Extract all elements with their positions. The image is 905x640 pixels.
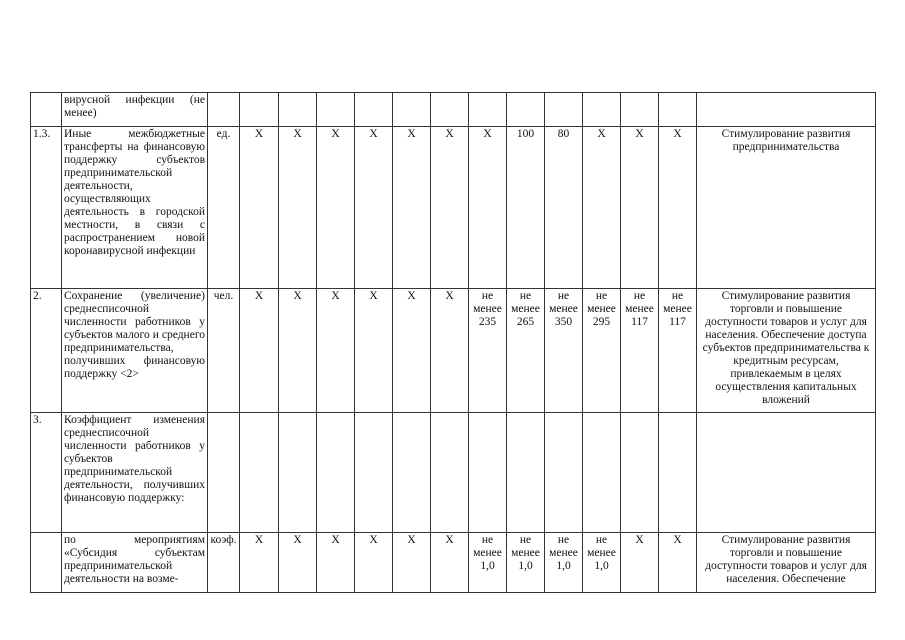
value-cell xyxy=(393,93,431,127)
value-cell: не менее 265 xyxy=(507,289,545,413)
value-cell: X xyxy=(431,127,469,289)
note-cell xyxy=(697,413,876,533)
unit-cell xyxy=(208,93,240,127)
value-cell xyxy=(621,413,659,533)
value-cell: X xyxy=(659,533,697,593)
value-cell: X xyxy=(240,533,279,593)
row-number-cell xyxy=(31,93,62,127)
value-cell xyxy=(659,413,697,533)
value-cell xyxy=(279,93,317,127)
value-cell xyxy=(279,413,317,533)
value-cell: X xyxy=(279,127,317,289)
value-cell xyxy=(431,413,469,533)
value-cell: не менее 1,0 xyxy=(507,533,545,593)
table-row xyxy=(31,93,876,127)
value-cell: не менее 235 xyxy=(469,289,507,413)
value-cell: не менее 1,0 xyxy=(469,533,507,593)
value-cell xyxy=(317,413,355,533)
value-cell xyxy=(583,413,621,533)
value-cell xyxy=(583,93,621,127)
value-cell: X xyxy=(355,533,393,593)
value-cell: X xyxy=(317,533,355,593)
value-cell: X xyxy=(431,289,469,413)
unit-cell: коэф. xyxy=(208,533,240,593)
row-number-cell xyxy=(31,533,62,593)
indicator-name-cell: вирусной инфекции (не менее) xyxy=(62,93,208,127)
note-cell xyxy=(697,93,876,127)
indicator-name-cell: Иные межбюджетные трансферты на финансовую поддержку субъектов предпринимательской деятельности, осуществляющих деятельность в городской местности, в связи с распространением новой коронавирусной инфекции xyxy=(62,127,208,289)
unit-cell xyxy=(208,413,240,533)
row-number-cell: 3. xyxy=(31,413,62,533)
value-cell: X xyxy=(317,289,355,413)
value-cell xyxy=(355,413,393,533)
value-cell: X xyxy=(659,127,697,289)
value-cell: 100 xyxy=(507,127,545,289)
value-cell: X xyxy=(355,289,393,413)
value-cell xyxy=(621,93,659,127)
value-cell xyxy=(545,413,583,533)
value-cell: X xyxy=(279,533,317,593)
row-number-cell: 1.3. xyxy=(31,127,62,289)
value-cell: не менее 350 xyxy=(545,289,583,413)
indicator-name-cell: Сохранение (увеличение) среднесписочной численности работников у субъектов малого и среднего предпринимательства, получивших финансовую поддержку <2> xyxy=(62,289,208,413)
value-cell xyxy=(545,93,583,127)
table-row xyxy=(31,127,876,289)
indicators-table xyxy=(30,92,876,593)
value-cell xyxy=(659,93,697,127)
value-cell xyxy=(431,93,469,127)
value-cell: X xyxy=(240,127,279,289)
value-cell: X xyxy=(355,127,393,289)
value-cell: не менее 1,0 xyxy=(545,533,583,593)
value-cell: X xyxy=(279,289,317,413)
unit-cell: чел. xyxy=(208,289,240,413)
value-cell: 80 xyxy=(545,127,583,289)
value-cell: не менее 295 xyxy=(583,289,621,413)
indicator-name-cell: по мероприятиям «Субсидия субъектам предпринимательской деятельности на возме- xyxy=(62,533,208,593)
value-cell: не менее 1,0 xyxy=(583,533,621,593)
value-cell xyxy=(393,413,431,533)
value-cell: не менее 117 xyxy=(621,289,659,413)
table-row xyxy=(31,533,876,593)
value-cell: X xyxy=(240,289,279,413)
value-cell xyxy=(240,93,279,127)
value-cell: X xyxy=(393,289,431,413)
value-cell xyxy=(469,93,507,127)
table-row xyxy=(31,413,876,533)
value-cell xyxy=(469,413,507,533)
row-number-cell: 2. xyxy=(31,289,62,413)
value-cell xyxy=(507,93,545,127)
note-cell: Стимулирование развития торговли и повышение доступности товаров и услуг для населения. Обеспечение доступа субъектов предпринимательства к кредитным ресурсам, привлекаемым в целях осуществления капитальных вложений xyxy=(697,289,876,413)
unit-cell: ед. xyxy=(208,127,240,289)
value-cell: X xyxy=(317,127,355,289)
value-cell: X xyxy=(621,533,659,593)
value-cell: X xyxy=(431,533,469,593)
value-cell: X xyxy=(393,127,431,289)
note-cell: Стимулирование развития торговли и повышение доступности товаров и услуг для населения. Обеспечение xyxy=(697,533,876,593)
value-cell: не менее 117 xyxy=(659,289,697,413)
value-cell xyxy=(355,93,393,127)
value-cell xyxy=(240,413,279,533)
value-cell xyxy=(317,93,355,127)
value-cell: X xyxy=(469,127,507,289)
note-cell: Стимулирование развития предпринимательства xyxy=(697,127,876,289)
table-row xyxy=(31,289,876,413)
value-cell: X xyxy=(621,127,659,289)
indicator-name-cell: Коэффициент изменения среднесписочной численности работников у субъектов предпринимательской деятельности, получивших финансовую поддержку: xyxy=(62,413,208,533)
value-cell: X xyxy=(583,127,621,289)
value-cell: X xyxy=(393,533,431,593)
value-cell xyxy=(507,413,545,533)
